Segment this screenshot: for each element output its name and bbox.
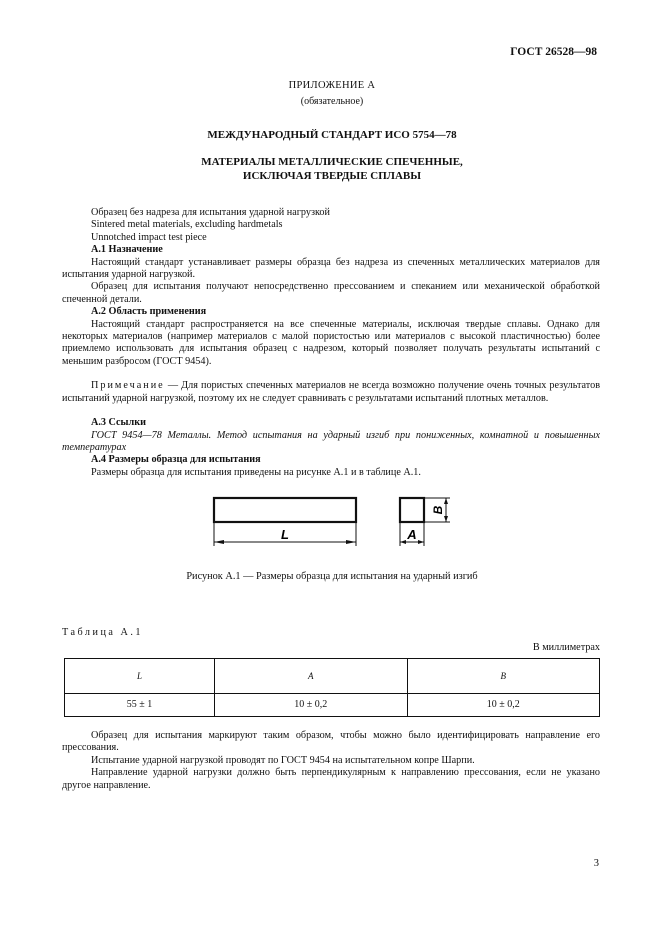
body-text-top [62, 207, 600, 479]
appendix-title: ПРИЛОЖЕНИЕ А [288, 80, 376, 91]
cell-A-value: 10 ± 0,2 [215, 694, 407, 717]
intro-en-2: Unnotched impact test piece [91, 231, 207, 243]
section-a3-ref: ГОСТ 9454—78 Металлы. Метод испытания на ударный изгиб при пониженных, комнатной и повышенных температурах [62, 429, 600, 453]
test-paragraph: Испытание ударной нагрузкой проводят по ГОСТ 9454 на испытательном копре Шарпи. [91, 754, 475, 766]
direction-paragraph: Направление ударной нагрузки должно быть перпендикулярным к направлению прессования, если не указано другое направление. [62, 767, 600, 791]
appendix-subtitle: (обязательное) [300, 96, 364, 107]
header-cell-A: A [215, 659, 407, 694]
section-a2-p1: Настоящий стандарт распространяется на все спеченные материалы, исключая твердые сплавы. Однако для некоторых материалов (например материалов с малой пористостью или материалов с высокой пластичностью) более приемлемо использовать для испытания образец с надрезом, который позволяет получать результаты испытаний с меньшим разбросом (ГОСТ 9454). [62, 318, 600, 367]
page-number: 3 [593, 858, 599, 869]
cell-L-value: 55 ± 1 [65, 694, 215, 717]
label-A: A [407, 527, 417, 542]
section-a4-heading: А.4 Размеры образца для испытания [91, 454, 261, 466]
marking-paragraph: Образец для испытания маркируют таким образом, чтобы можно было идентифицировать направление его прессования. [62, 730, 600, 754]
note-text: — Для пористых спеченных материалов не всегда возможно получение очень точных результатов испытаний ударной нагрузкой, поэтому их не следует сравнивать с результатами испытаний плотных металлов. [62, 380, 601, 404]
table-label: Таблица А.1 [62, 627, 143, 638]
figure-caption: Рисунок А.1 — Размеры образца для испытания на ударный изгиб [186, 571, 478, 582]
intro-en-1: Sintered metal materials, excluding hardmetals [91, 219, 283, 231]
dimensions-table [64, 658, 600, 717]
cell-B-value: 10 ± 0,2 [407, 694, 600, 717]
specimen-cross-section [400, 498, 424, 522]
note-label: Примечание [91, 380, 165, 392]
body-text-bottom [62, 730, 600, 792]
table-unit: В миллиметрах [532, 642, 600, 653]
material-title [62, 155, 602, 183]
section-a3-heading: А.3 Ссылки [91, 417, 146, 429]
section-a1-p2: Образец для испытания получают непосредственно прессованием и спеканием или механической обработкой спеченной детали. [62, 281, 600, 305]
table-header-row [65, 659, 600, 694]
specimen-figure [200, 495, 460, 555]
table-row [65, 694, 600, 717]
header-cell-B: B [407, 659, 600, 694]
section-a1-p1: Настоящий стандарт устанавливает размеры образца без надреза из спеченных металлических материалов для испытания ударной нагрузкой. [62, 256, 600, 281]
label-B: B [431, 505, 446, 515]
label-L: L [281, 527, 289, 542]
document-code: ГОСТ 26528—98 [510, 46, 597, 58]
header-cell-L: L [65, 659, 215, 694]
specimen-long-view [214, 498, 356, 522]
material-title-line-1: МАТЕРИАЛЫ МЕТАЛЛИЧЕСКИЕ СПЕЧЕННЫЕ, [201, 156, 463, 168]
section-a1-heading: А.1 Назначение [91, 244, 163, 256]
standard-title: МЕЖДУНАРОДНЫЙ СТАНДАРТ ИСО 5754—78 [207, 129, 457, 141]
material-title-line-2: ИСКЛЮЧАЯ ТВЕРДЫЕ СПЛАВЫ [242, 170, 422, 182]
intro-ru: Образец без надреза для испытания ударной нагрузкой [91, 207, 330, 218]
section-a4-p1: Размеры образца для испытания приведены на рисунке А.1 и в таблице А.1. [91, 466, 421, 478]
note-paragraph [62, 380, 600, 405]
section-a2-heading: А.2 Область применения [91, 306, 207, 318]
